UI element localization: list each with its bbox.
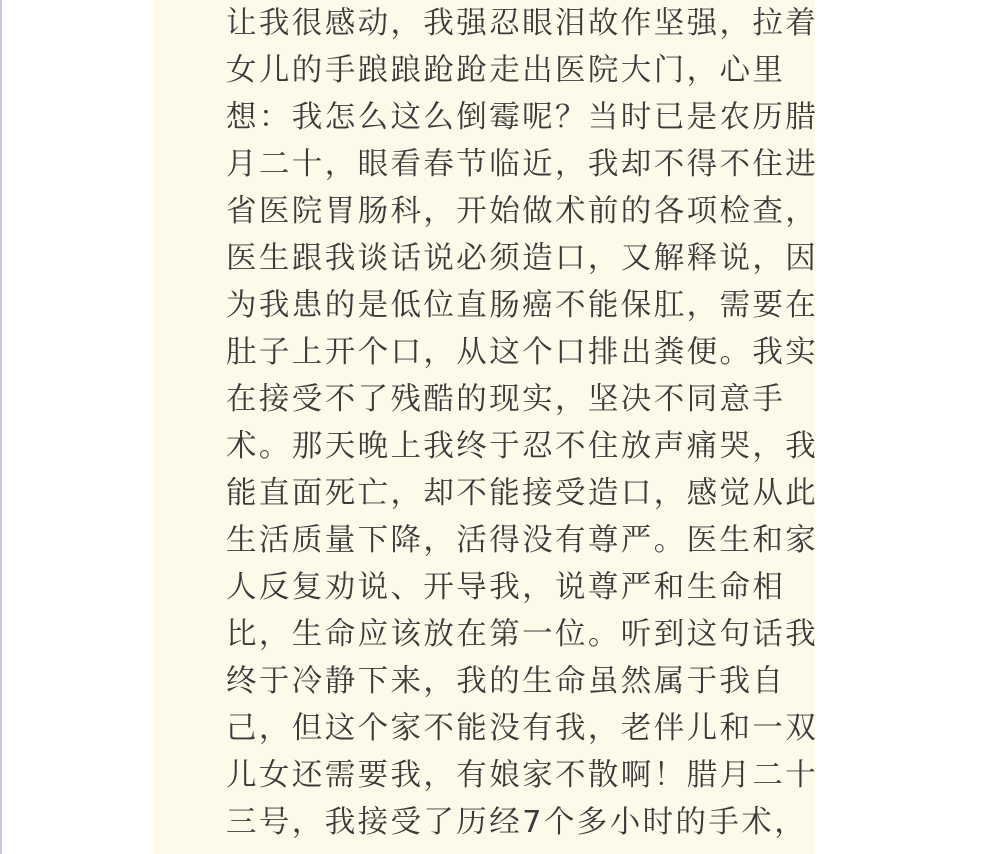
article-line: 让我很感动，我强忍眼泪故作坚强，拉着 — [226, 6, 819, 41]
article-line: 术。那天晚上我终于忍不住放声痛哭，我 — [226, 429, 819, 464]
article-line: 在接受不了残酷的现实，坚决不同意手 — [226, 382, 786, 417]
article-line: 己，但这个家不能没有我，老伴儿和一双 — [226, 711, 819, 746]
article-line: 能直面死亡，却不能接受造口，感觉从此 — [226, 476, 819, 511]
article-line: 女儿的手踉踉跄跄走出医院大门，心里 — [226, 53, 786, 88]
article-line: 比，生命应该放在第一位。听到这句话我 — [226, 617, 819, 652]
left-border-line — [0, 0, 2, 854]
article-line: 生活质量下降，活得没有尊严。医生和家 — [226, 523, 819, 558]
article-line: 终于冷静下来，我的生命虽然属于我自 — [226, 664, 786, 699]
article-line: 医生跟我谈话说必须造口，又解释说，因 — [226, 241, 819, 276]
article-line: 三号，我接受了历经7个多小时的手术， — [226, 805, 808, 840]
article-line: 儿女还需要我，有娘家不散啊！腊月二十 — [226, 758, 819, 793]
article-line: 人反复劝说、开导我，说尊严和生命相 — [226, 570, 786, 605]
article-page — [153, 0, 819, 854]
article-line: 想：我怎么这么倒霉呢？当时已是农历腊 — [226, 100, 819, 135]
article-line: 省医院胃肠科，开始做术前的各项检查， — [226, 194, 819, 229]
article-line: 为我患的是低位直肠癌不能保肛，需要在 — [226, 288, 819, 323]
article-line: 月二十，眼看春节临近，我却不得不住进 — [226, 147, 819, 182]
article-line: 肚子上开个口，从这个口排出粪便。我实 — [226, 335, 819, 370]
